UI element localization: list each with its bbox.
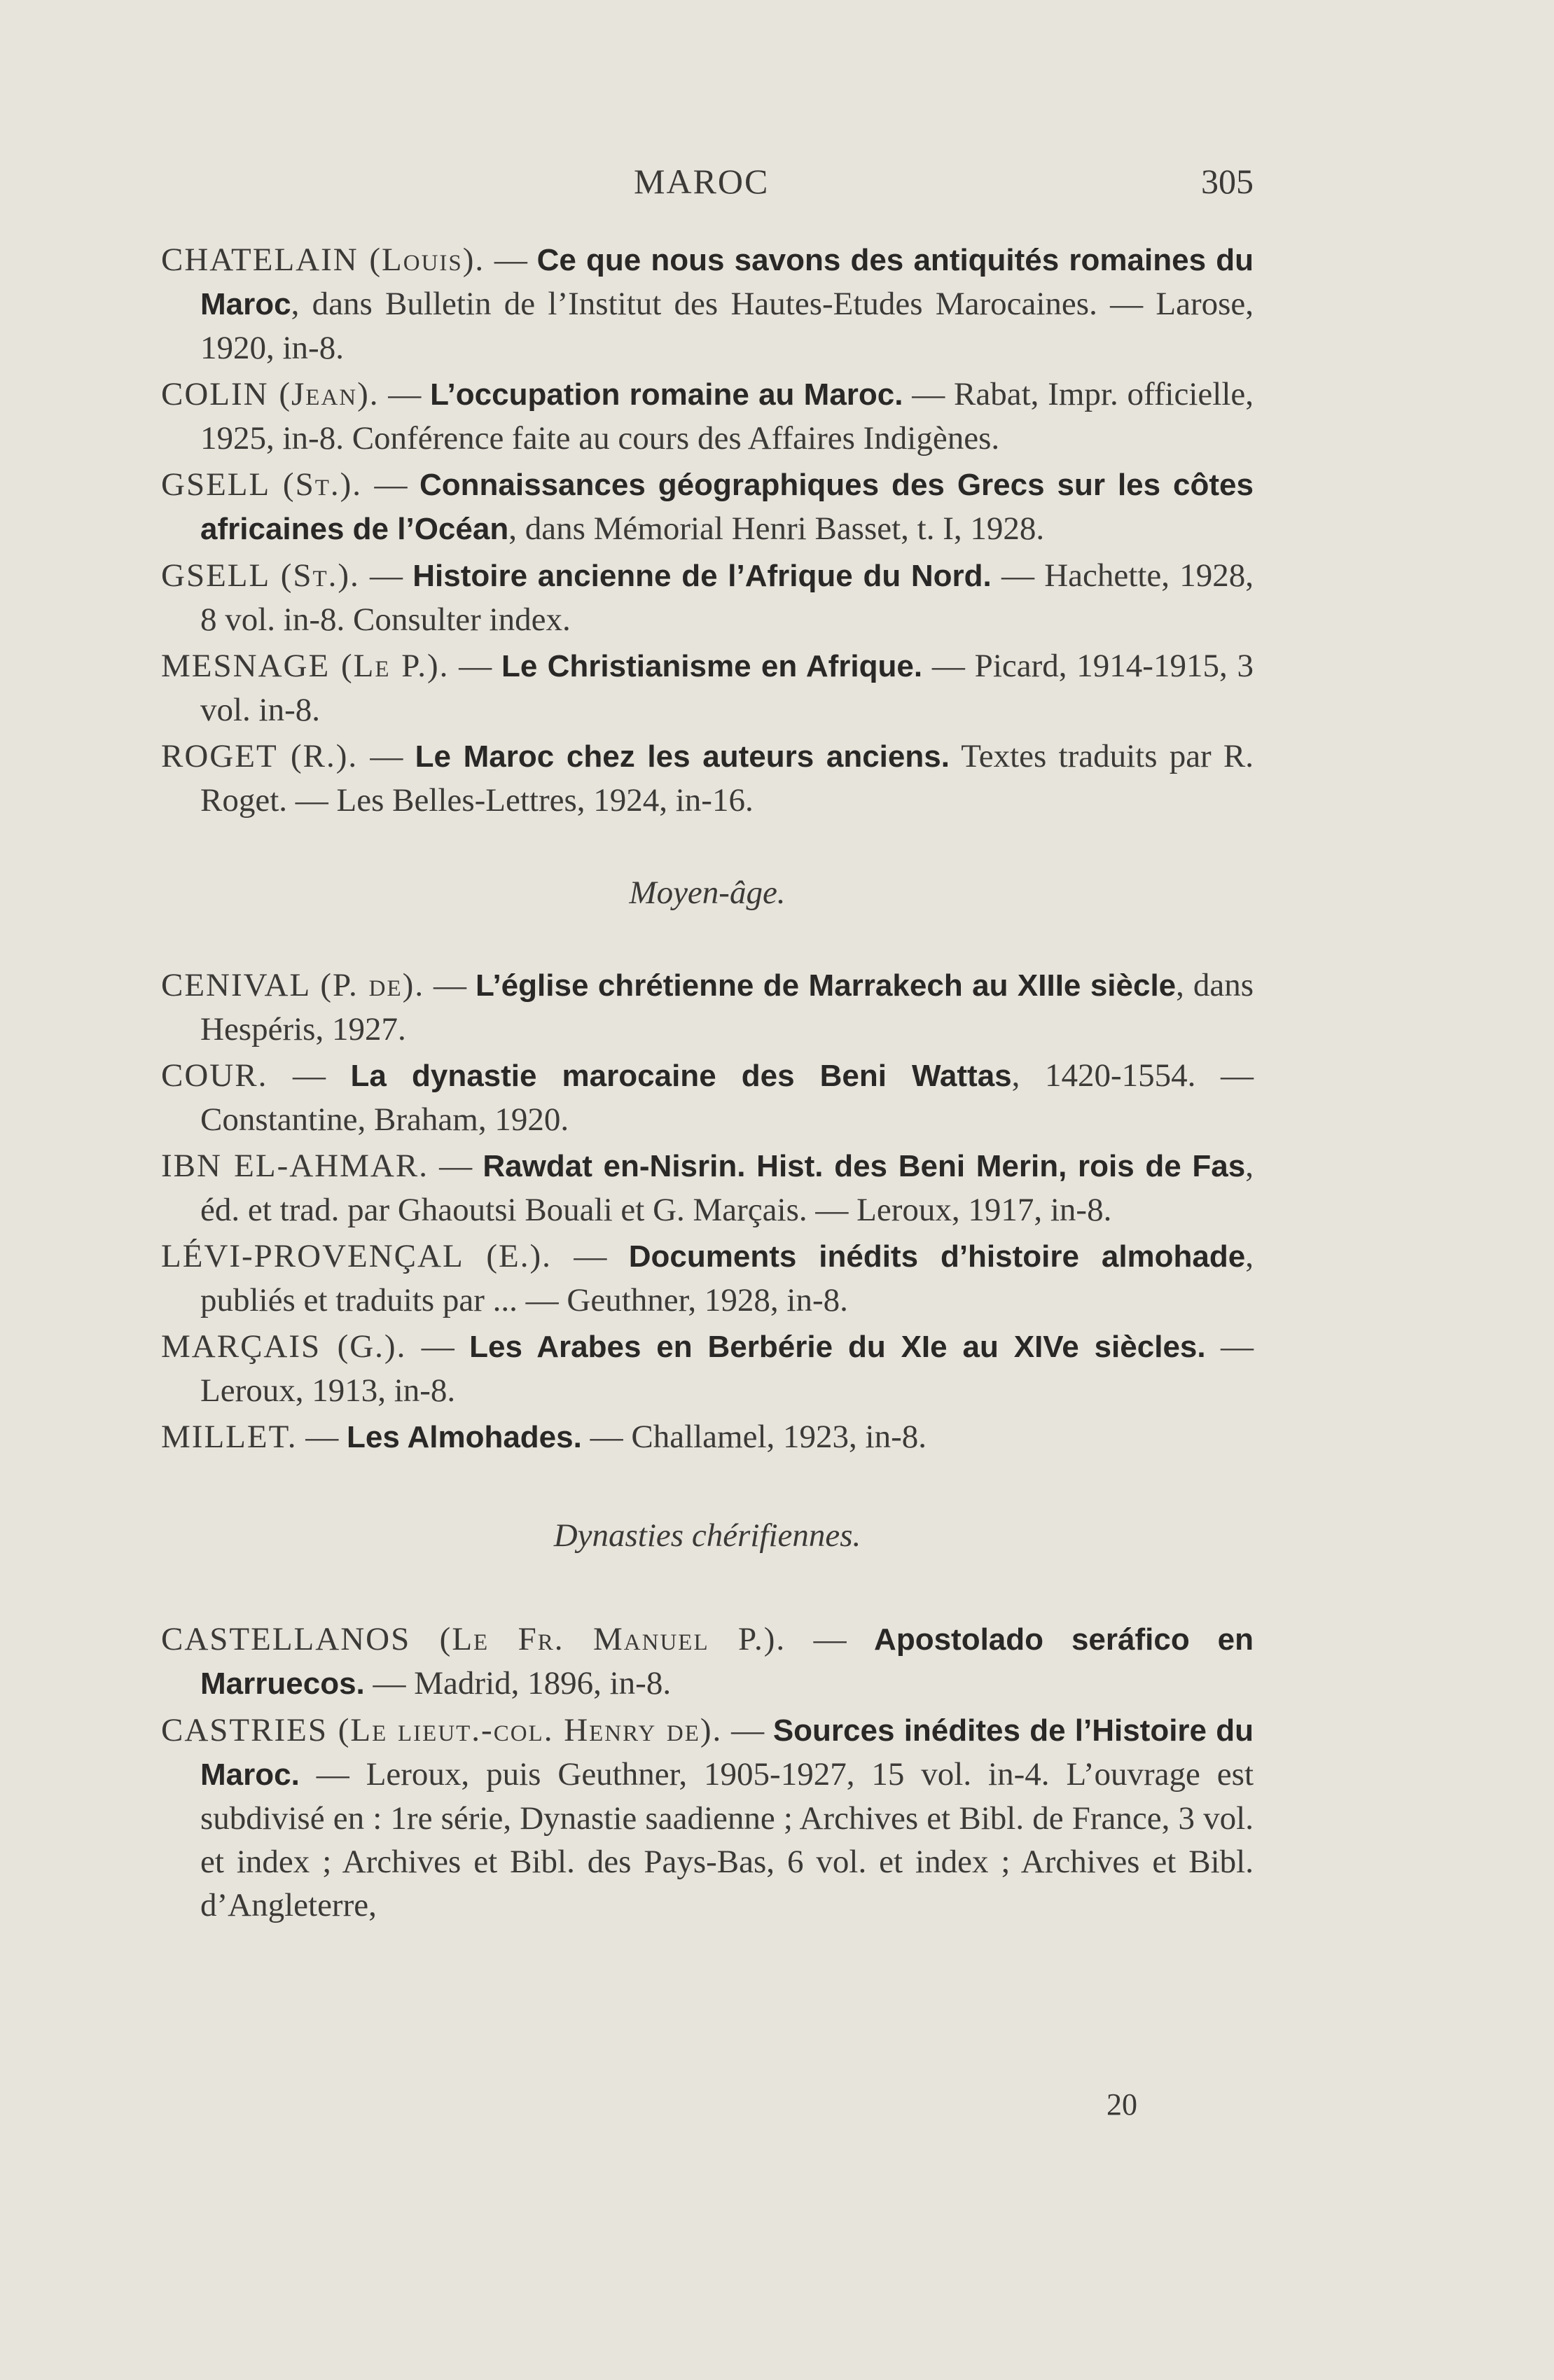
entry-title: Le Maroc chez les auteurs anciens. [415,739,950,774]
entry-separator: — [424,967,476,1003]
entry-title: Connaissances géographiques des Grecs sur les côtes africaines de l’Océan [200,468,1254,546]
entry-author: GSELL (St.). [161,466,363,503]
entries-sherifian-dynasties [161,1617,1254,1927]
entry-separator: — [379,376,431,412]
entry-separator: — [362,466,419,503]
entry-details: — Madrid, 1896, in-8. [364,1665,672,1702]
entry-title: Les Almohades. [347,1420,582,1454]
entry-author: COLIN (Jean). [161,376,380,412]
entry-author: CHATELAIN (Louis). [161,242,485,278]
entry-title: Ce que nous savons des antiquités romaines du Maroc [200,243,1254,321]
entry-details: , dans Hespéris, 1927. [200,967,1254,1048]
entry-author: CASTELLANOS (Le Fr. Manuel P.). [161,1621,786,1657]
bib-entry [161,554,1254,641]
entry-author: MESNAGE (Le P.). [161,648,450,684]
entry-details: — Challamel, 1923, in-8. [581,1419,927,1455]
entries-middle-ages [161,963,1254,1459]
entry-title: Rawdat en-Nisrin. Hist. des Beni Merin, rois de Fas [483,1149,1246,1183]
entry-title: La dynastie marocaine des Beni Wattas [350,1059,1012,1093]
bib-entry [161,1054,1254,1141]
bib-entry [161,735,1254,822]
entry-separator: — [358,738,415,774]
entry-title: Documents inédits d’histoire almohade [628,1239,1246,1274]
entry-details: Textes traduits par R. Roget. — Les Belles-Lettres, 1924, in-16. [200,738,1254,819]
entry-title: Le Christianisme en Afrique. [501,649,923,683]
entry-details: — Rabat, Impr. officielle, 1925, in-8. Conférence faite au cours des Affaires Indigènes. [200,376,1254,457]
bib-entry [161,373,1254,460]
bib-entry [161,238,1254,370]
entry-separator: — [297,1419,347,1455]
bib-entry [161,1234,1254,1322]
entry-details: , dans Bulletin de l’Institut des Hautes-Etudes Marocaines. — Larose, 1920, in-8. [200,286,1254,366]
running-title: MAROC [634,162,770,201]
entry-details: , éd. et trad. par Ghaoutsi Bouali et G. Marçais. — Leroux, 1917, in-8. [200,1148,1254,1228]
entry-separator: — [551,1238,629,1274]
bib-entry [161,644,1254,732]
entry-separator: — [485,242,537,278]
entry-title: Histoire ancienne de l’Afrique du Nord. [412,559,992,593]
entry-separator: — [428,1148,483,1184]
entry-author: MARÇAIS (G.). [161,1328,407,1365]
entry-separator: — [722,1712,773,1748]
entry-details: , 1420-1554. — Constantine, Braham, 1920. [200,1057,1254,1138]
bib-entry [161,463,1254,551]
bib-entry [161,1325,1254,1412]
entry-title: Apostolado seráfico en Marruecos. [200,1622,1254,1701]
entry-author: ROGET (R.). [161,738,359,774]
entries-antiquity [161,238,1254,822]
entry-separator: — [406,1328,470,1365]
entry-details: , publiés et traduits par ... — Geuthner, 1928, in-8. [200,1238,1254,1318]
entry-title: L’occupation romaine au Maroc. [430,377,903,412]
entry-separator: — [786,1621,875,1657]
entry-separator: — [449,648,501,684]
entry-author: COUR. [161,1057,268,1094]
bib-entry [161,1709,1254,1927]
section-heading-moyen-age: Moyen-âge. [629,875,786,911]
bib-entry [161,1617,1254,1706]
bib-entry [161,963,1254,1051]
entry-details: — Leroux, puis Geuthner, 1905-1927, 15 vol. in-4. L’ouvrage est subdivisé en : 1re série, Dynastie saadienne ; Archives et Bibl. de France, 3 vol. et index ; Archives et Bibl. des Pays-Bas, 6 vol. et index ; Archives et Bibl. d’Angleterre, [200,1756,1254,1923]
section-heading-dynasties: Dynasties chérifiennes. [553,1517,861,1554]
running-header [161,161,1254,210]
entry-title: Les Arabes en Berbérie du XIe au XIVe siècles. [469,1330,1206,1364]
entry-author: LÉVI-PROVENÇAL (E.). [161,1238,552,1274]
entry-details: — Leroux, 1913, in-8. [200,1328,1254,1409]
entry-title: L’église chrétienne de Marrakech au XIIIe siècle [476,968,1177,1003]
printer-signature: 20 [1106,2087,1137,2122]
entry-details: , dans Mémorial Henri Basset, t. I, 1928. [508,510,1045,547]
entry-author: MILLET. [161,1419,298,1455]
entry-author: CASTRIES (Le lieut.-col. Henry de). [161,1712,723,1748]
bib-entry [161,1144,1254,1232]
entry-details: — Hachette, 1928, 8 vol. in-8. Consulter index. [200,557,1254,638]
entry-details: — Picard, 1914-1915, 3 vol. in-8. [200,648,1254,728]
entry-author: GSELL (St.). [161,557,360,594]
bibliography [161,238,1254,1930]
page-number: 305 [1201,162,1254,201]
entry-title: Sources inédites de l’Histoire du Maroc. [200,1713,1254,1792]
entry-separator: — [268,1057,351,1094]
entry-author: IBN EL-AHMAR. [161,1148,429,1184]
entry-separator: — [359,557,413,594]
entry-author: CENIVAL (P. de). [161,967,425,1003]
bib-entry [161,1415,1254,1459]
